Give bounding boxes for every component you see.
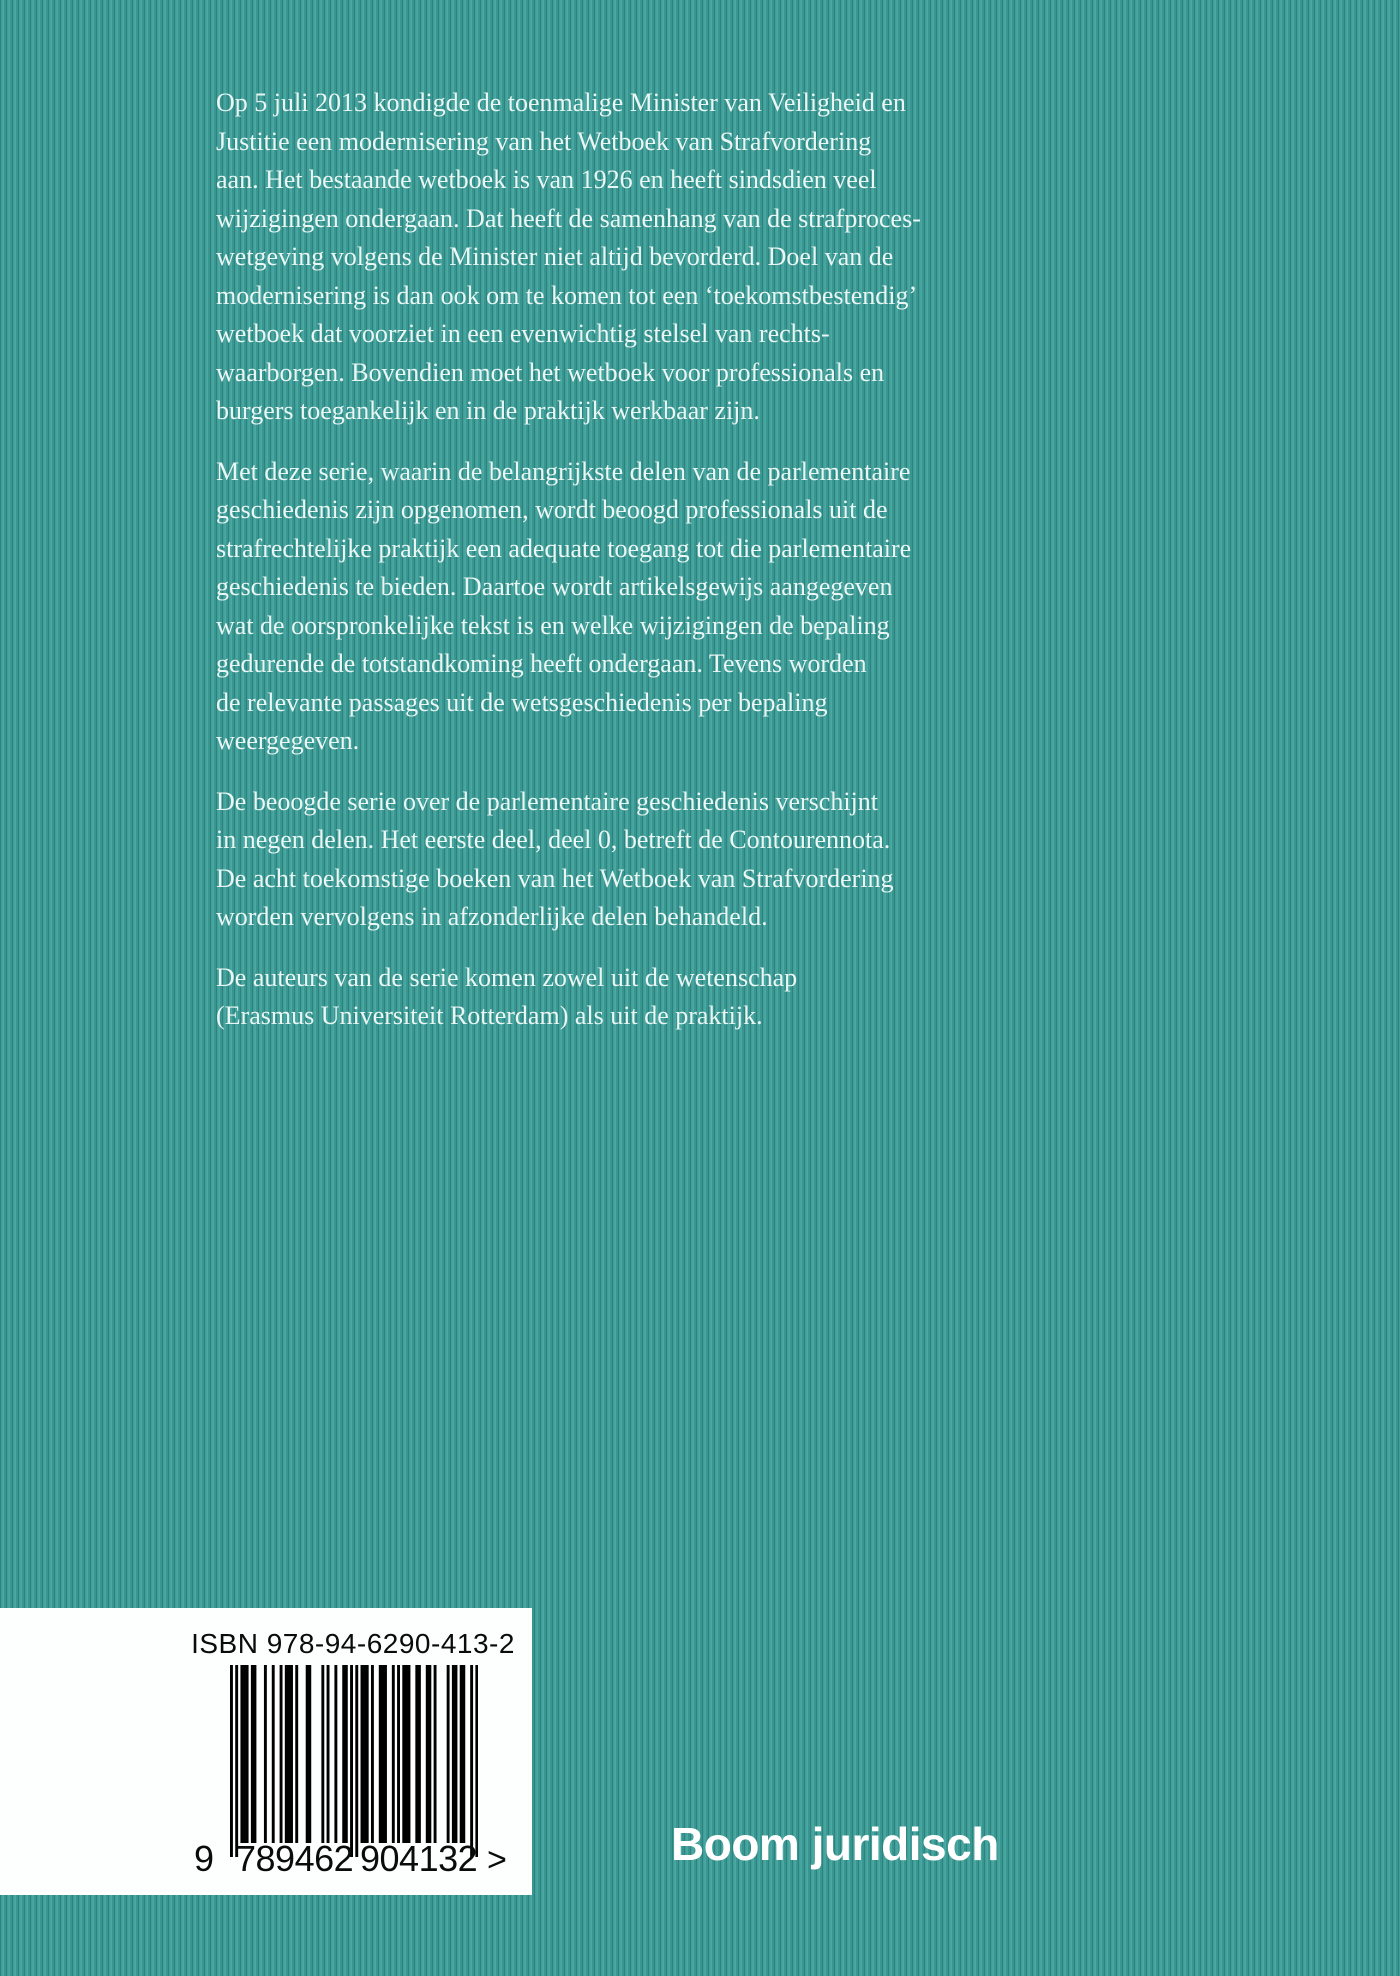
blurb-line: worden vervolgens in afzonderlijke delen behandeld. bbox=[216, 902, 768, 931]
barcode-digit-lead: 9 bbox=[194, 1838, 215, 1879]
blurb-line: Justitie een modernisering van het Wetboek van Strafvordering bbox=[216, 126, 872, 156]
blurb-line: aan. Het bestaande wetboek is van 1926 en heeft sindsdien veel bbox=[216, 165, 877, 194]
blurb-line: geschiedenis te bieden. Daartoe wordt artikelsgewijs aangegeven bbox=[216, 572, 893, 601]
blurb-line: weergegeven. bbox=[216, 726, 360, 755]
isbn-barcode-panel bbox=[0, 1608, 532, 1895]
blurb-line: (Erasmus Universiteit Rotterdam) als uit de praktijk. bbox=[216, 1001, 763, 1030]
blurb-paragraph bbox=[216, 84, 921, 431]
blurb-line: Op 5 juli 2013 kondigde de toenmalige Minister van Veiligheid en bbox=[216, 88, 906, 117]
blurb-line: wat de oorspronkelijke tekst is en welke wijzigingen de bepaling bbox=[216, 610, 890, 640]
blurb-line: De beoogde serie over de parlementaire geschiedenis verschijnt bbox=[216, 786, 878, 816]
barcode-digit-group-2: 904132 bbox=[360, 1838, 478, 1879]
blurb-line: modernisering is dan ook om te komen tot een ‘toekomstbestendig’ bbox=[216, 280, 918, 310]
blurb-line: De auteurs van de serie komen zowel uit de wetenschap bbox=[216, 962, 798, 992]
barcode-digit-group-1: 789462 bbox=[236, 1838, 354, 1879]
blurb-paragraph bbox=[216, 959, 921, 1036]
blurb-line: wijzigingen ondergaan. Dat heeft de samenhang van de strafproces- bbox=[216, 203, 921, 233]
blurb-line: De acht toekomstige boeken van het Wetboek van Strafvordering bbox=[216, 863, 894, 893]
blurb-line: geschiedenis zijn opgenomen, wordt beoogd professionals uit de bbox=[216, 495, 888, 524]
blurb-line: wetboek dat voorziet in een evenwichtig stelsel van rechts- bbox=[216, 319, 830, 348]
blurb-line: waarborgen. Bovendien moet het wetboek voor professionals en bbox=[216, 357, 885, 387]
publisher-logo: Boom juridisch bbox=[671, 1818, 999, 1870]
blurb-line: de relevante passages uit de wetsgeschiedenis per bepaling bbox=[216, 687, 828, 717]
blurb-text bbox=[216, 84, 921, 1058]
isbn-number: ISBN 978-94-6290-413-2 bbox=[191, 1628, 515, 1659]
blurb-line: wetgeving volgens de Minister niet altijd bevorderd. Doel van de bbox=[216, 242, 894, 271]
ean13-barcode bbox=[230, 1665, 478, 1857]
barcode-quiet-zone-arrow: > bbox=[487, 1841, 507, 1879]
blurb-line: Met deze serie, waarin de belangrijkste delen van de parlementaire bbox=[216, 456, 911, 486]
blurb-line: in negen delen. Het eerste deel, deel 0, betreft de Contourennota. bbox=[216, 825, 891, 854]
blurb-line: gedurende de totstandkoming heeft ondergaan. Tevens worden bbox=[216, 649, 867, 678]
blurb-paragraph bbox=[216, 783, 921, 937]
blurb-line: burgers toegankelijk en in de praktijk werkbaar zijn. bbox=[216, 396, 760, 425]
blurb-paragraph bbox=[216, 453, 921, 761]
blurb-line: strafrechtelijke praktijk een adequate toegang tot die parlementaire bbox=[216, 533, 912, 563]
